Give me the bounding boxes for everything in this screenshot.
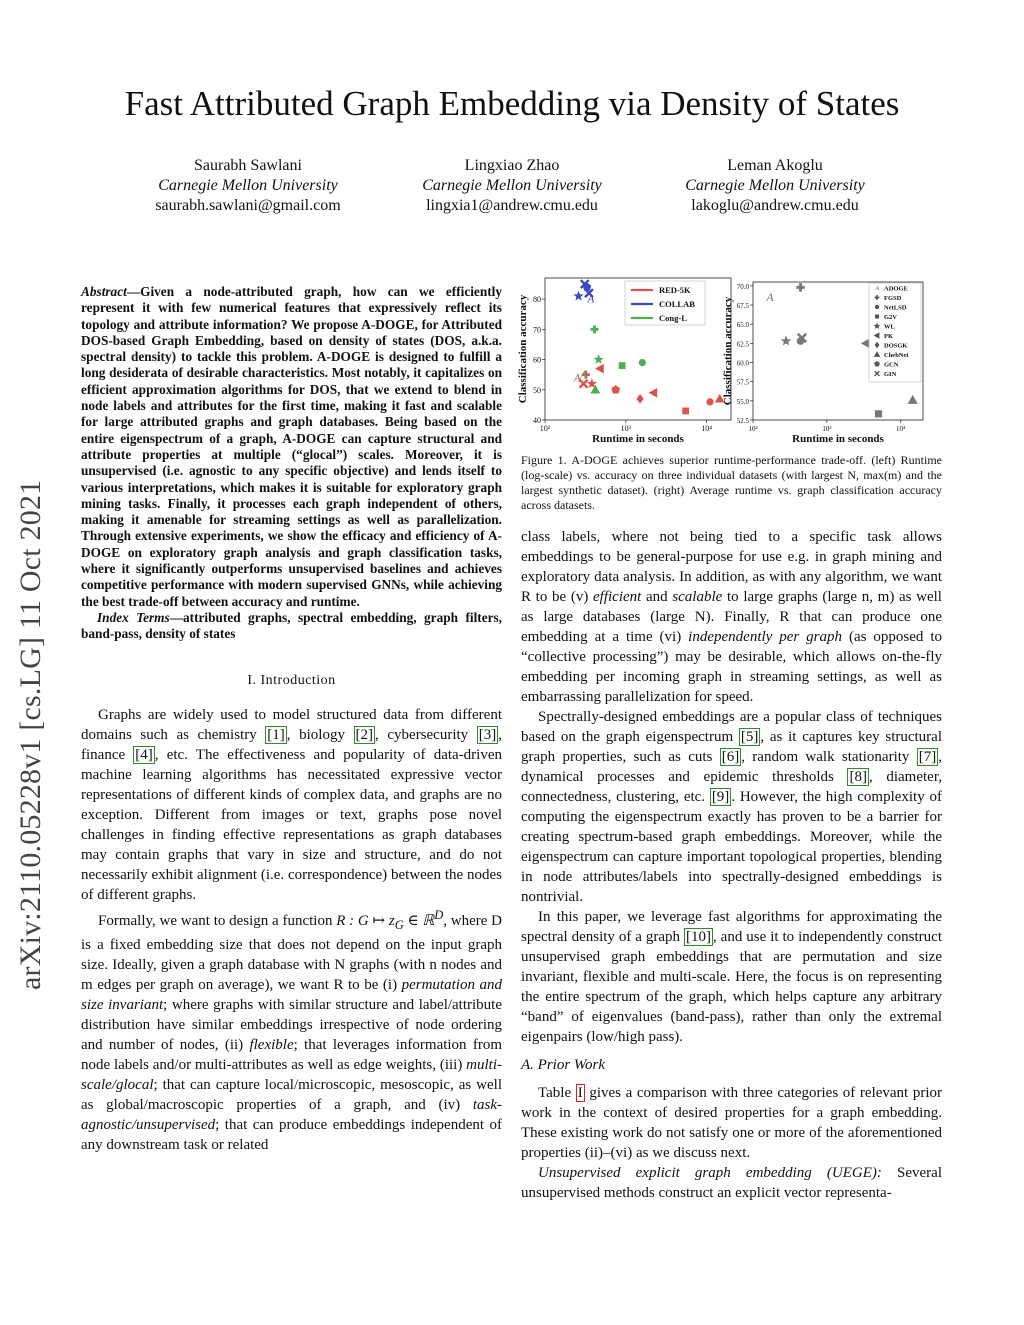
index-terms: [81, 610, 502, 643]
data-point: A: [573, 372, 581, 385]
text-run: Formally, we want to design a function: [98, 912, 337, 929]
citation-link[interactable]: [1]: [267, 726, 285, 743]
emphasis: scalable: [672, 589, 723, 605]
text-run: ; that can capture local/microscopic, mesoscopic, as well as global/macroscopic properties of a graph, and (iv): [81, 1076, 502, 1113]
abstract-text: —Given a node-attributed graph, how can we efficiently represent it with few numerical features that expressively reflect its topology and attribute information? We propose A-DOGE, for Attributed DOS-based Graph Embedding, based on density of states (DOS, a.k.a. spectral density) to tackle this problem. A-DOGE is designed to fulfill a long desiderata of desirable characteristics. Most notably, it capitalizes on efficient approximation algorithms for DOS, that we extend to blend in node labels and attributes for the first time, making it fast and scalable for large attributed graphs and graph databases. Being based on the entire eigenspectrum of a graph, A-DOGE can capture structural and attribute properties at multiple (“glocal”) scales. Moreover, it is unsupervised (i.e. agnostic to any specific objective) and lends itself to various interpretations, which makes it is suitable for exploratory graph mining tasks. Finally, it processes each graph independent of others, making it amenable for streaming settings as well as parallelization. Through extensive experiments, we show the efficacy and efficiency of A-DOGE on exploratory graph analysis and graph classification tasks, where it significantly outperforms unsupervised baselines and achieves competitive performance with modern supervised GNNs, while achieving the best trade-off between accuracy and runtime.: [81, 284, 502, 609]
data-point: A: [874, 285, 880, 293]
y-tick-label: 52.5: [736, 417, 749, 425]
right-column: [521, 527, 942, 1203]
y-axis-label: Classification accuracy: [517, 294, 529, 404]
author-name: Saurabh Sawlani: [194, 157, 302, 174]
legend-entry: RED-5K: [659, 285, 691, 295]
author-name: Lingxiao Zhao: [464, 157, 560, 174]
legend-entry: ADOGE: [884, 285, 908, 293]
y-tick-label: 55.0: [736, 397, 749, 406]
legend-entry: COLLAB: [659, 299, 695, 309]
author-affiliation: Carnegie Mellon University: [685, 177, 865, 194]
text-run: , etc. The effectiveness and popularity of data-driven machine learning algorithms has necessitated expressive vector representations of different kinds of complex data, and graphs are no exception. Different from images or text, graphs pose novel challenges in finding effective representations as graph databases may contain graphs that vary in size and structure, and do not necessarily exhibit alignment (i.e. correspondence) between the nodes of different graphs.: [81, 746, 503, 903]
legend-entry: GCN: [884, 361, 899, 369]
chart-left: [517, 278, 731, 445]
y-tick-label: 57.5: [736, 378, 749, 387]
y-tick-label: 80: [533, 295, 541, 305]
abstract: [81, 284, 502, 610]
citation-link[interactable]: [2]: [355, 726, 374, 743]
data-point: [796, 283, 804, 291]
data-point: [637, 395, 643, 403]
x-axis-label: Runtime in seconds: [592, 433, 684, 445]
author-3: [645, 156, 905, 216]
citation-link[interactable]: [6]: [721, 749, 740, 765]
text-run: Spectrally-designed embeddings are a popular class of techniques based on the graph eigenspectrum: [521, 709, 942, 745]
text-run: ; that can produce embeddings independent of any downstream task or related: [81, 1116, 502, 1153]
author-email: saurabh.sawlani@gmail.com: [155, 197, 341, 214]
data-point: [596, 365, 603, 373]
data-point: A: [766, 291, 774, 305]
text-run: (as opposed to “collective processing”) may be desirable, which allows on-the-fly embedding per incoming graph in streaming settings, as well as embarrassing parallelization for speed.: [521, 629, 943, 705]
data-point: [875, 314, 879, 318]
data-point: [706, 398, 713, 405]
legend-entry: ChebNet: [884, 352, 909, 359]
math-function: R : G ↦ z: [336, 912, 395, 929]
data-point: [575, 292, 583, 299]
x-tick-label: 10⁴: [701, 424, 713, 433]
data-point: [595, 356, 603, 363]
right-paragraph-3: [521, 907, 942, 1047]
citation-link[interactable]: [3]: [478, 726, 497, 743]
x-tick-label: 10²: [539, 424, 551, 433]
text-run: In this paper, we leverage fast algorithms for approximating the spectral density of a graph: [521, 909, 942, 945]
x-tick-label: 10²: [748, 425, 758, 433]
emphasis: flexible: [249, 1036, 294, 1053]
data-point: [862, 339, 870, 347]
intro-paragraph-1: [81, 705, 502, 905]
data-point: [591, 386, 599, 393]
figure-1: [519, 272, 949, 450]
data-point: A: [587, 293, 595, 306]
emphasis: Unsupervised explicit graph embedding (UEGE):: [538, 1165, 882, 1181]
data-point: [650, 389, 657, 397]
legend-entry: NetLSD: [884, 304, 907, 312]
legend-entry: G2V: [884, 314, 897, 321]
data-point: [908, 396, 916, 404]
section-heading-introduction: I. Introduction: [247, 672, 336, 688]
legend-entry: WL: [884, 323, 895, 331]
text-run: , biology: [286, 726, 354, 743]
legend-entry: Cong-L: [659, 313, 687, 323]
right-paragraph-4: [521, 1083, 942, 1163]
author-1: [118, 156, 378, 216]
y-tick-label: 60: [533, 355, 541, 365]
x-axis-label: Runtime in seconds: [792, 433, 884, 445]
figure-caption: Figure 1. A-DOGE achieves superior runtime-performance trade-off. (left) Runtime (log-scale) vs. accuracy on three individual datasets (with largest N, max(m) and the largest synthetic dataset). (right) Average runtime vs. graph classification accuracy across datasets.: [521, 453, 942, 512]
data-point: [639, 359, 646, 366]
data-point: [875, 410, 882, 417]
arxiv-side-label: arXiv:2110.05228v1 [cs.LG] 11 Oct 2021: [14, 479, 47, 990]
data-point: [682, 408, 689, 415]
y-tick-label: 70: [533, 325, 541, 335]
y-tick-label: 50: [533, 385, 541, 395]
text-run: gives a comparison with three categories of relevant prior work in the context of desired properties for a graph embedding. These existing work do not satisfy one or more of the aforementioned properties (ii)–(vi) as we discuss next.: [521, 1085, 942, 1161]
text-run: , dynamical processes and epidemic thresholds: [521, 749, 942, 785]
data-point: [612, 386, 620, 393]
citation-link[interactable]: [5]: [740, 729, 759, 745]
legend-entry: PK: [884, 333, 894, 340]
left-column: [81, 284, 502, 1155]
emphasis: task-agnostic/unsupervised: [81, 1096, 502, 1133]
citation-link[interactable]: [10]: [685, 929, 711, 945]
paper-title: Fast Attributed Graph Embedding via Density of States: [124, 84, 900, 123]
y-axis-label: Classification accuracy: [722, 296, 734, 406]
math-superscript: D: [434, 907, 444, 922]
data-point: [591, 325, 599, 333]
text-run: Several unsupervised methods construct an explicit vector representa-: [521, 1165, 942, 1201]
data-point: [619, 362, 626, 369]
author-2: [382, 156, 642, 216]
text-run: Graphs are widely used to model structured data from different domains such as chemistry: [81, 706, 502, 743]
text-run: ; that leverages information from node labels and/or multi-attributes as well as edge weights, (iii): [81, 1036, 502, 1073]
right-paragraph-2: [521, 707, 942, 907]
text-run: Table: [538, 1085, 576, 1101]
index-terms-label: Index Terms: [97, 609, 170, 625]
citation-link[interactable]: [9]: [711, 789, 730, 805]
data-point: [782, 337, 790, 345]
text-run: and: [641, 589, 673, 605]
chart-right: [722, 282, 923, 445]
author-affiliation: Carnegie Mellon University: [422, 177, 602, 194]
legend-entry: FGSD: [884, 295, 902, 302]
y-tick-label: 62.5: [736, 340, 749, 349]
x-tick-label: 10⁴: [896, 425, 906, 433]
y-tick-label: 40: [533, 416, 541, 425]
y-tick-label: 60.0: [736, 359, 749, 368]
author-email: lingxia1@andrew.cmu.edu: [426, 197, 598, 214]
x-tick-label: 10³: [620, 424, 632, 433]
x-tick-label: 10³: [822, 425, 832, 433]
text-run: ; where graphs with similar structure and label/attribute distribution have similar embeddings irrespective of node ordering and number of nodes, (ii): [81, 996, 503, 1053]
data-point: [875, 362, 880, 366]
y-tick-label: 67.5: [736, 302, 749, 310]
table-link[interactable]: I: [577, 1085, 583, 1101]
right-paragraph-1: [521, 527, 942, 707]
index-terms-text: —attributed graphs, spectral embedding, graph filters, band-pass, density of states: [81, 609, 502, 642]
emphasis: multi-scale/glocal: [81, 1056, 502, 1093]
data-point: A: [580, 369, 587, 382]
citation-link[interactable]: [7]: [918, 749, 937, 765]
y-tick-label: 70.0: [736, 282, 749, 291]
text-run: , random walk stationarity: [741, 749, 917, 765]
legend-entry: GIN: [884, 371, 897, 378]
emphasis: efficient: [593, 589, 642, 605]
text-run: , finance: [81, 726, 502, 763]
author-affiliation: Carnegie Mellon University: [158, 177, 338, 194]
math-subscript: G: [394, 917, 404, 932]
emphasis: independently per graph: [688, 629, 843, 645]
data-point: [875, 305, 879, 309]
legend-entry: DOSGK: [884, 342, 908, 350]
author-name: Leman Akoglu: [727, 157, 823, 174]
text-run: , diameter, connectedness, clustering, etc.: [521, 769, 942, 805]
emphasis: permutation and size invariant: [81, 976, 502, 1013]
y-tick-label: 65.0: [736, 321, 749, 330]
author-email: lakoglu@andrew.cmu.edu: [691, 197, 859, 214]
text-run: to large graphs (large n, m) as well as large databases (large N). Finally, R that can produce one embedding at a time (vi): [521, 589, 942, 645]
text-run: , cybersecurity: [375, 726, 477, 743]
text-run: , and use it to independently construct unsupervised graph embeddings that are permutation and size invariant, flexible and multi-scale. Here, the focus is on representing the entire spectrum of the graph, which helps capture any arbitrary “band” of eigenvalues (band-pass), rather than only the extremal eigenpairs (low/high pass).: [521, 929, 942, 1045]
data-point: [588, 380, 596, 387]
text-run: , where D is a fixed embedding size that does not depend on the input graph size. Ideally, given a graph database with N graphs (with n nodes and m edges per graph on average), we want R to be (i): [81, 912, 503, 993]
text-run: . However, the high complexity of computing the eigenspectrum exactly has proven to be a barrier for creating spectrum-based graph embeddings. Moreover, while the eigenspectrum can capture important topological properties, blending in node attributes/labels into spectrally-designed embeddings is nontrivial.: [521, 789, 942, 905]
intro-paragraph-2: [81, 905, 502, 1155]
right-paragraph-5: [521, 1163, 942, 1203]
text-run: , as it captures key structural graph properties, such as cuts: [521, 729, 942, 765]
citation-link[interactable]: [4]: [135, 746, 153, 763]
abstract-label: Abstract: [81, 284, 127, 299]
text-run: class labels, where not being tied to a specific task allows embeddings to be general-purpose for use e.g. in graph mining and exploratory data analysis. In addition, as with any algorithm, we want R to be (v): [521, 529, 942, 605]
subsection-heading-prior-work: A. Prior Work: [521, 1057, 606, 1073]
math-set: ∈ ℝ: [403, 912, 435, 929]
citation-link[interactable]: [8]: [849, 769, 867, 785]
